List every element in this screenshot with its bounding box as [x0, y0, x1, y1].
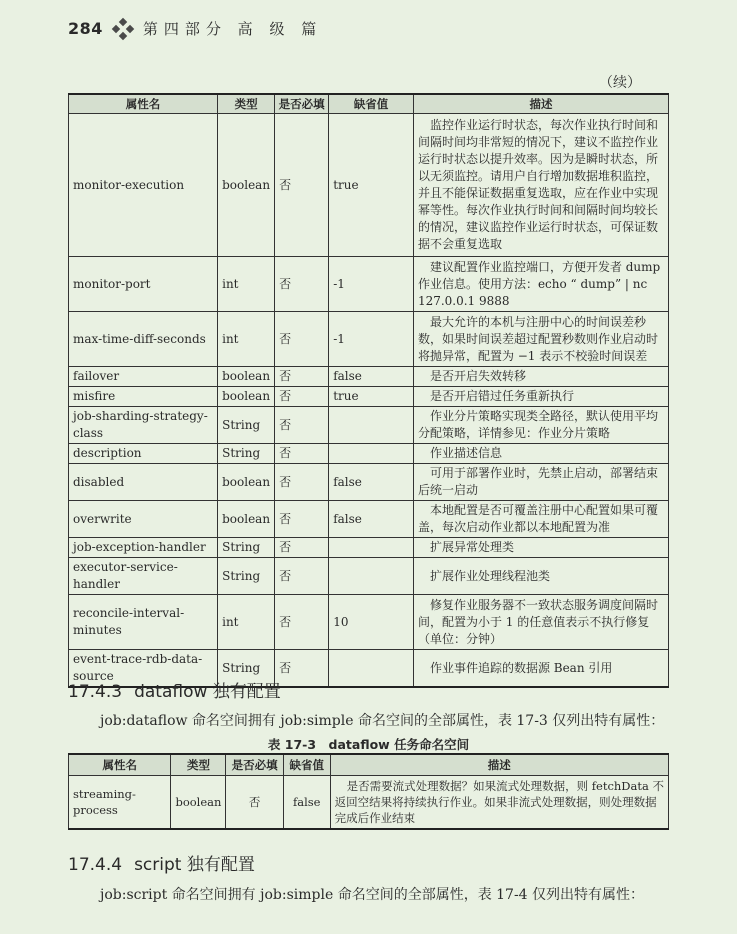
column-header: 类型: [171, 754, 226, 776]
cell-desc: 扩展异常处理类: [413, 538, 668, 558]
cell-type: boolean: [218, 387, 275, 407]
column-header: 缺省值: [329, 94, 414, 114]
table-row: [69, 114, 669, 257]
cell-name: monitor-port: [69, 257, 218, 312]
cell-required: 否: [275, 407, 329, 444]
cell-type: int: [218, 595, 275, 650]
cell-name: streaming-process: [69, 776, 171, 830]
cell-desc: 本地配置是否可覆盖注册中心配置如果可覆盖，每次启动作业都以本地配置为准: [413, 501, 668, 538]
cell-desc: 建议配置作业监控端口，方便开发者 dump 作业信息。使用方法：echo “ dump” | nc 127.0.0.1 9888: [413, 257, 668, 312]
cell-type: String: [218, 444, 275, 464]
cell-desc: 最大允许的本机与注册中心的时间误差秒数，如果时间误差超过配置秒数则作业启动时将抛异常，配置为 −1 表示不校验时间误差: [413, 312, 668, 367]
table-row: [69, 595, 669, 650]
cell-name: job-exception-handler: [69, 538, 218, 558]
cell-default: [329, 538, 414, 558]
cell-default: [329, 407, 414, 444]
section-title: dataflow 独有配置: [134, 682, 281, 702]
table-caption: 表 17-3 dataflow 任务命名空间: [267, 737, 470, 752]
cell-required: 否: [275, 650, 329, 688]
page-number: 284: [68, 19, 103, 38]
cell-desc: 作业事件追踪的数据源 Bean 引用: [413, 650, 668, 688]
cell-type: String: [218, 538, 275, 558]
cell-desc: 作业描述信息: [413, 444, 668, 464]
cell-name: description: [69, 444, 218, 464]
table-row: [69, 367, 669, 387]
continued-label: （续）: [599, 75, 641, 91]
cell-name: job-sharding-strategy-class: [69, 407, 218, 444]
table-row: [69, 538, 669, 558]
cell-type: int: [218, 257, 275, 312]
cell-desc: 可用于部署作业时，先禁止启动，部署结束后统一启动: [413, 464, 668, 501]
cell-default: -1: [329, 257, 414, 312]
cell-default: false: [329, 501, 414, 538]
cell-required: 否: [275, 558, 329, 595]
column-header: 类型: [218, 94, 275, 114]
table-row: [69, 407, 669, 444]
cell-default: false: [329, 464, 414, 501]
cell-type: boolean: [218, 367, 275, 387]
cell-required: 否: [275, 312, 329, 367]
cell-required: 否: [275, 114, 329, 257]
cell-desc: 扩展作业处理线程池类: [413, 558, 668, 595]
section-number: 17.4.3: [68, 682, 123, 702]
cell-required: 否: [275, 464, 329, 501]
cell-type: String: [218, 558, 275, 595]
cell-required: 否: [226, 776, 283, 830]
table-header-row: [69, 94, 669, 114]
section-heading-dataflow: [68, 677, 281, 702]
part-title: 第四部分 高 级 篇: [142, 20, 323, 38]
cell-default: true: [329, 387, 414, 407]
table-row: [69, 387, 669, 407]
section-title: script 独有配置: [134, 855, 255, 875]
cell-default: true: [329, 114, 414, 257]
cell-required: 否: [275, 501, 329, 538]
cell-default: false: [283, 776, 330, 830]
cell-default: -1: [329, 312, 414, 367]
cell-desc: 修复作业服务器不一致状态服务调度间隔时间，配置为小于 1 的任意值表示不执行修复（单位：分钟）: [413, 595, 668, 650]
column-header: 描述: [330, 754, 668, 776]
column-header: 是否必填: [226, 754, 283, 776]
column-header: 缺省值: [283, 754, 330, 776]
cell-name: event-trace-rdb-data-source: [69, 650, 218, 688]
attribute-table-continued: [68, 93, 669, 688]
cell-name: overwrite: [69, 501, 218, 538]
cell-type: boolean: [218, 114, 275, 257]
dataflow-table: [68, 753, 669, 830]
cell-desc: 是否开启失效转移: [413, 367, 668, 387]
paragraph-script: job:script 命名空间拥有 job:simple 命名空间的全部属性，表 17-4 仅列出特有属性：: [100, 887, 645, 903]
page-header: [68, 18, 322, 39]
cell-desc: 是否开启错过任务重新执行: [413, 387, 668, 407]
diamond-ornament-icon: [113, 19, 133, 39]
table-row: [69, 444, 669, 464]
table-row: [69, 257, 669, 312]
column-header: 属性名: [69, 94, 218, 114]
cell-type: String: [218, 650, 275, 688]
cell-required: 否: [275, 257, 329, 312]
column-header: 属性名: [69, 754, 171, 776]
cell-required: 否: [275, 444, 329, 464]
cell-default: [329, 650, 414, 688]
cell-type: boolean: [171, 776, 226, 830]
column-header: 描述: [413, 94, 668, 114]
section-heading-script: [68, 850, 255, 875]
cell-name: failover: [69, 367, 218, 387]
cell-default: 10: [329, 595, 414, 650]
table-header-row: [69, 754, 669, 776]
table-row: [69, 312, 669, 367]
section-number: 17.4.4: [68, 855, 123, 875]
cell-type: String: [218, 407, 275, 444]
table-row: [69, 558, 669, 595]
cell-required: 否: [275, 367, 329, 387]
cell-default: [329, 444, 414, 464]
table-row: [69, 464, 669, 501]
table-row: [69, 501, 669, 538]
cell-name: max-time-diff-seconds: [69, 312, 218, 367]
cell-desc: 是否需要流式处理数据？如果流式处理数据，则 fetchData 不返回空结果将持续执行作业。如果非流式处理数据，则处理数据完成后作业结束: [330, 776, 668, 830]
cell-type: boolean: [218, 501, 275, 538]
cell-name: executor-service-handler: [69, 558, 218, 595]
column-header: 是否必填: [275, 94, 329, 114]
cell-type: boolean: [218, 464, 275, 501]
cell-desc: 作业分片策略实现类全路径，默认使用平均分配策略，详情参见：作业分片策略: [413, 407, 668, 444]
cell-type: int: [218, 312, 275, 367]
cell-required: 否: [275, 595, 329, 650]
table-row: [69, 776, 669, 830]
cell-name: disabled: [69, 464, 218, 501]
cell-default: [329, 558, 414, 595]
cell-name: misfire: [69, 387, 218, 407]
cell-default: false: [329, 367, 414, 387]
cell-name: monitor-execution: [69, 114, 218, 257]
cell-desc: 监控作业运行时状态，每次作业执行时间和间隔时间均非常短的情况下，建议不监控作业运行时状态以提升效率。因为是瞬时状态，所以无须监控。请用户自行增加数据堆积监控，并且不能保证数据重复选取，应在作业中实现幂等性。每次作业执行时间和间隔时间均较长的情况，建议监控作业运行时状态，可保证数据不会重复选取: [413, 114, 668, 257]
cell-required: 否: [275, 387, 329, 407]
cell-name: reconcile-interval-minutes: [69, 595, 218, 650]
paragraph-dataflow: job:dataflow 命名空间拥有 job:simple 命名空间的全部属性，表 17-3 仅列出特有属性：: [100, 713, 665, 729]
cell-required: 否: [275, 538, 329, 558]
